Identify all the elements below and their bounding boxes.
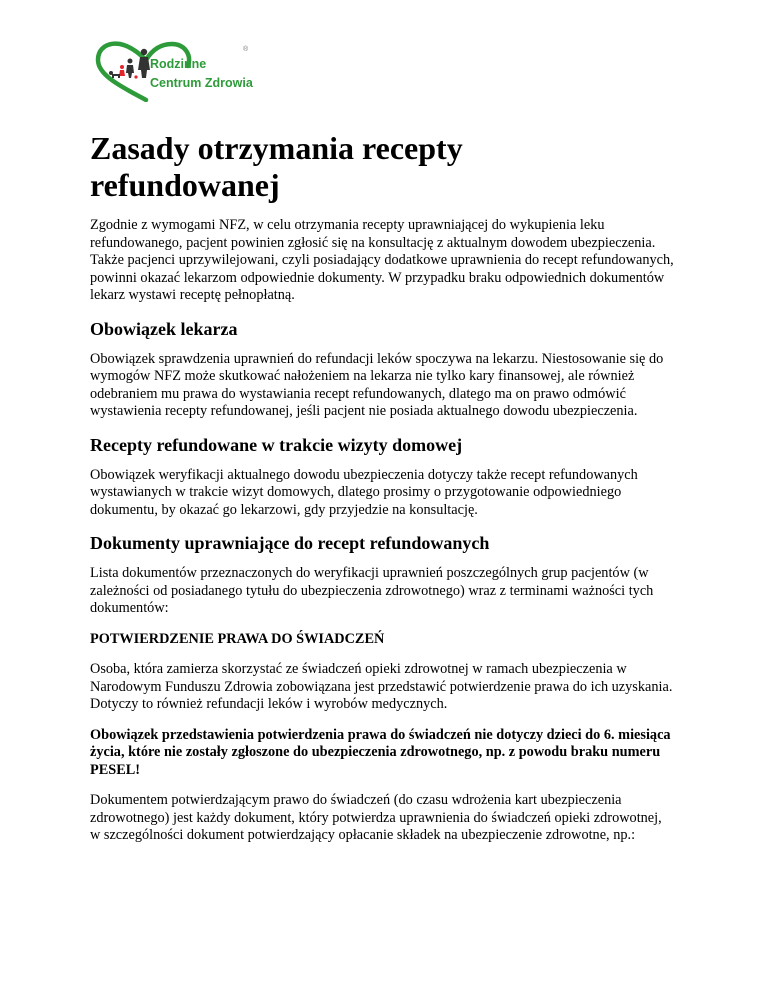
section-heading-home-visit: Recepty refundowane w trakcie wizyty domowej — [90, 434, 463, 455]
registered-mark: ® — [243, 46, 249, 53]
final-paragraph — [90, 792, 680, 845]
logo — [94, 40, 254, 102]
page-title — [90, 130, 680, 204]
subheading-right-to-benefits: POTWIERDZENIE PRAWA DO ŚWIADCZEŃ — [90, 630, 385, 647]
family-heart-icon — [94, 40, 254, 102]
logo-text-centrum-zdrowia: Centrum Zdrowia — [150, 76, 253, 90]
section-heading-documents: Dokumenty uprawniające do recept refundowanych — [90, 533, 490, 553]
final-text-line-1: Dokumentem potwierdzającym prawo do świadczeń (do czasu wdrożenia kart ubezpieczenia zdrowotnego) jest każdy dokument, który potwierdza uprawnienia do świadczeń opieki zdrowotnej, — [90, 792, 662, 826]
title-line-1: Zasady otrzymania recepty — [90, 130, 463, 166]
right-to-benefits-paragraph: Osoba, która zamierza skorzystać ze świadczeń opieki zdrowotnej w ramach ubezpieczenia w Narodowym Funduszu Zdrowia zobowiązana jest przedstawić potwierdzenie prawa do ich uzyskania. Dotyczy to również refundacji leków i wyrobów medycznych. — [90, 661, 673, 712]
section-heading-doctor-duty: Obowiązek lekarza — [90, 318, 238, 339]
doctor-duty-paragraph: Obowiązek sprawdzenia uprawnień do refundacji leków spoczywa na lekarzu. Niestosowanie się do wymogów NFZ może skutkować nałożeniem na lekarza nie tylko kary finansowej, ale również odebraniem mu prawa do wystawiania recept refundowanych, dlatego ma on prawo odmówić wystawienia recepty refundowanej, jeśli pacjent nie posiada aktualnego dowodu ubezpieczenia. — [90, 350, 664, 419]
final-text-line-2: w szczególności dokument potwierdzający opłacanie składek na ubezpieczenie zdrowotne, np.: — [90, 827, 636, 843]
title-line-2: refundowanej — [90, 167, 280, 203]
intro-paragraph: Zgodnie z wymogami NFZ, w celu otrzymania recepty uprawniającej do wykupienia leku refundowanego, pacjent powinien zgłosić się na konsultację z aktualnym dowodem ubezpieczenia. Także pacjenci uprzywilejowani, czyli posiadający dodatkowe uprawnienia do recept refundowanych, powinni okazać lekarzom odpowiednie dokumenty. W przypadku braku odpowiednich dokumentów lekarz wystawi receptę pełnopłatną. — [90, 217, 674, 303]
logo-text-rodzinne: Rodzinne — [150, 57, 207, 71]
documents-paragraph: Lista dokumentów przeznaczonych do weryfikacji uprawnień poszczególnych grup pacjentów (w zależności od posiadanego tytułu do ubezpieczenia zdrowotnego) wraz z terminami ważności tych dokumentów: — [90, 565, 654, 616]
bold-notice-paragraph: Obowiązek przedstawienia potwierdzenia prawa do świadczeń nie dotyczy dzieci do 6. miesiąca życia, które nie zostały zgłoszone do ubezpieczenia zdrowotnego, np. z powodu braku numeru PESEL! — [90, 726, 671, 778]
home-visit-paragraph: Obowiązek weryfikacji aktualnego dowodu ubezpieczenia dotyczy także recept refundowanych wystawianych w trakcie wizyt domowych, dlatego prosimy o przygotowanie odpowiedniego dokumentu, by okazać go lekarzowi, gdy przyjedzie na konsultację. — [90, 466, 638, 518]
document-body — [90, 130, 680, 845]
